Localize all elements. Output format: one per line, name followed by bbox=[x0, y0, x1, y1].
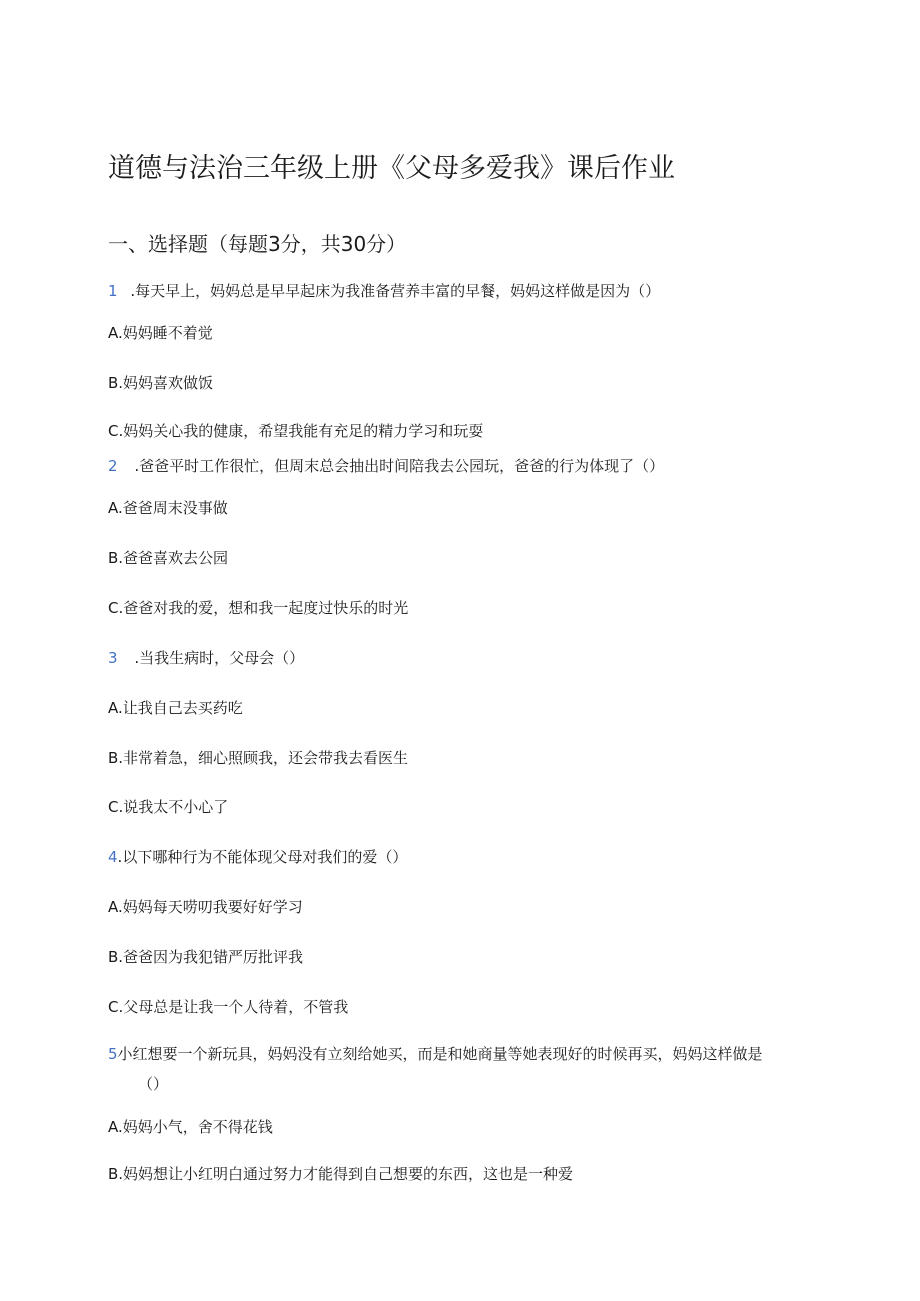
option-a: A.爸爸周末没事做 bbox=[108, 499, 228, 517]
question-number: 4 bbox=[108, 848, 118, 866]
question-5-continuation: （） bbox=[138, 1075, 169, 1093]
question-5 bbox=[108, 1043, 763, 1064]
option-a: A.妈妈睡不着觉 bbox=[108, 324, 213, 342]
document-title: 道德与法治三年级上册《父母多爱我》课后作业 bbox=[108, 153, 675, 184]
option-b: B.非常着急，细心照顾我，还会带我去看医生 bbox=[108, 749, 409, 767]
section-heading: 一、选择题（每题3分，共30分） bbox=[108, 232, 407, 256]
option-b: B.妈妈喜欢做饭 bbox=[108, 374, 214, 392]
option-b: B.爸爸喜欢去公园 bbox=[108, 549, 229, 567]
question-number: 1 bbox=[108, 282, 118, 300]
option-a: A.让我自己去买药吃 bbox=[108, 699, 243, 717]
question-text: .当我生病时，父母会（） bbox=[134, 649, 305, 667]
question-2 bbox=[108, 455, 664, 476]
question-1 bbox=[108, 280, 660, 301]
question-text: .爸爸平时工作很忙，但周末总会抽出时间陪我去公园玩，爸爸的行为体现了（） bbox=[134, 457, 665, 475]
option-b: B.爸爸因为我犯错严厉批评我 bbox=[108, 948, 304, 966]
question-text: .以下哪种行为不能体现父母对我们的爱（） bbox=[117, 848, 408, 866]
option-c: C.父母总是让我一个人待着，不管我 bbox=[108, 998, 349, 1016]
option-b: B.妈妈想让小红明白通过努力才能得到自己想要的东西，这也是一种爱 bbox=[108, 1165, 574, 1183]
option-a: A.妈妈小气，舍不得花钱 bbox=[108, 1118, 273, 1136]
question-4 bbox=[108, 846, 407, 867]
option-c: C.爸爸对我的爱，想和我一起度过快乐的时光 bbox=[108, 599, 409, 617]
question-number: 5 bbox=[108, 1045, 118, 1063]
question-number: 2 bbox=[108, 457, 118, 475]
question-text: 小红想要一个新玩具，妈妈没有立刻给她买，而是和她商量等她表现好的时候再买，妈妈这样做是 bbox=[117, 1045, 763, 1063]
question-3 bbox=[108, 647, 304, 668]
option-c: C.妈妈关心我的健康，希望我能有充足的精力学习和玩耍 bbox=[108, 422, 484, 440]
question-text: .每天早上，妈妈总是早早起床为我准备营养丰富的早餐，妈妈这样做是因为（） bbox=[130, 282, 661, 300]
question-number: 3 bbox=[108, 649, 118, 667]
option-c: C.说我太不小心了 bbox=[108, 798, 229, 816]
option-a: A.妈妈每天唠叨我要好好学习 bbox=[108, 898, 303, 916]
